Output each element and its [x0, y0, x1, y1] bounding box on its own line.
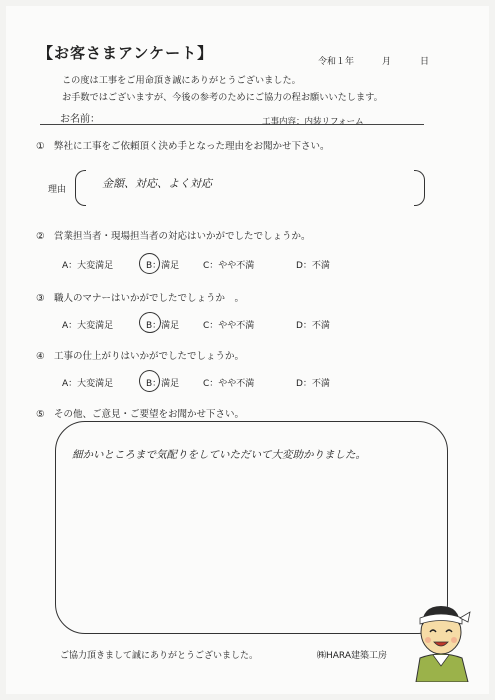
q2-option-a: A：大変満足 — [62, 261, 114, 271]
name-underline — [40, 124, 424, 125]
q2-option-d: D：不満 — [296, 261, 330, 271]
reason-bracket-right — [414, 170, 425, 206]
question-1: ① 弊社に工事をご依頼頂く決め手となった理由をお聞かせ下さい。 — [36, 141, 330, 152]
carpenter-mascot-illustration — [408, 592, 474, 682]
date-era: 令和１年 — [318, 57, 355, 67]
q3-option-d: D：不満 — [296, 321, 330, 331]
q4-option-a: A：大変満足 — [62, 379, 114, 389]
question-2: ② 営業担当者・現場担当者の対応はいかがでしたでしょうか。 — [36, 231, 311, 242]
q4-option-b: B：満足 — [146, 379, 180, 389]
q4-option-c: C：やや不満 — [203, 379, 255, 389]
q2-option-b: B：満足 — [146, 261, 180, 271]
company-name: ㈱HARA建築工房 — [317, 651, 387, 661]
name-label: お名前： — [60, 114, 100, 125]
q3-option-b: B：満足 — [146, 321, 180, 331]
q2-option-c: C：やや不満 — [203, 261, 255, 271]
q2-selected-mark — [139, 253, 160, 274]
footer-thanks: ご協力頂きまして誠にありがとうございました。 — [60, 651, 259, 661]
intro-line-1: この度は工事をご用命頂き誠にありがとうございました。 — [62, 75, 301, 86]
reason-answer: 金額、対応、よく対応 — [102, 177, 212, 190]
question-4: ④ 工事の仕上がりはいかがでしたでしょうか。 — [36, 351, 245, 362]
question-3: ③ 職人のマナーはいかがでしたでしょうか 。 — [36, 293, 245, 304]
comment-answer: 細かいところまで気配りをしていただいて大変助かりました。 — [72, 449, 366, 461]
survey-title: 【お客さまアンケート】 — [38, 44, 214, 62]
q3-option-c: C：やや不満 — [203, 321, 255, 331]
question-5: ⑤ その他、ご意見・ご要望をお聞かせ下さい。 — [36, 409, 245, 420]
q4-selected-mark — [139, 370, 160, 392]
q4-option-d: D：不満 — [296, 379, 330, 389]
reason-label: 理由 — [48, 185, 67, 195]
reason-bracket-left — [75, 170, 86, 206]
date-day: 日 — [420, 57, 430, 67]
q3-selected-mark — [139, 312, 161, 333]
date-month: 月 — [382, 57, 392, 67]
q3-option-a: A：大変満足 — [62, 321, 114, 331]
work-content: 工事内容：内装リフォーム — [262, 117, 364, 127]
intro-line-2: お手数ではございますが、今後の参考のためにご協力の程お願いいたします。 — [62, 92, 383, 103]
